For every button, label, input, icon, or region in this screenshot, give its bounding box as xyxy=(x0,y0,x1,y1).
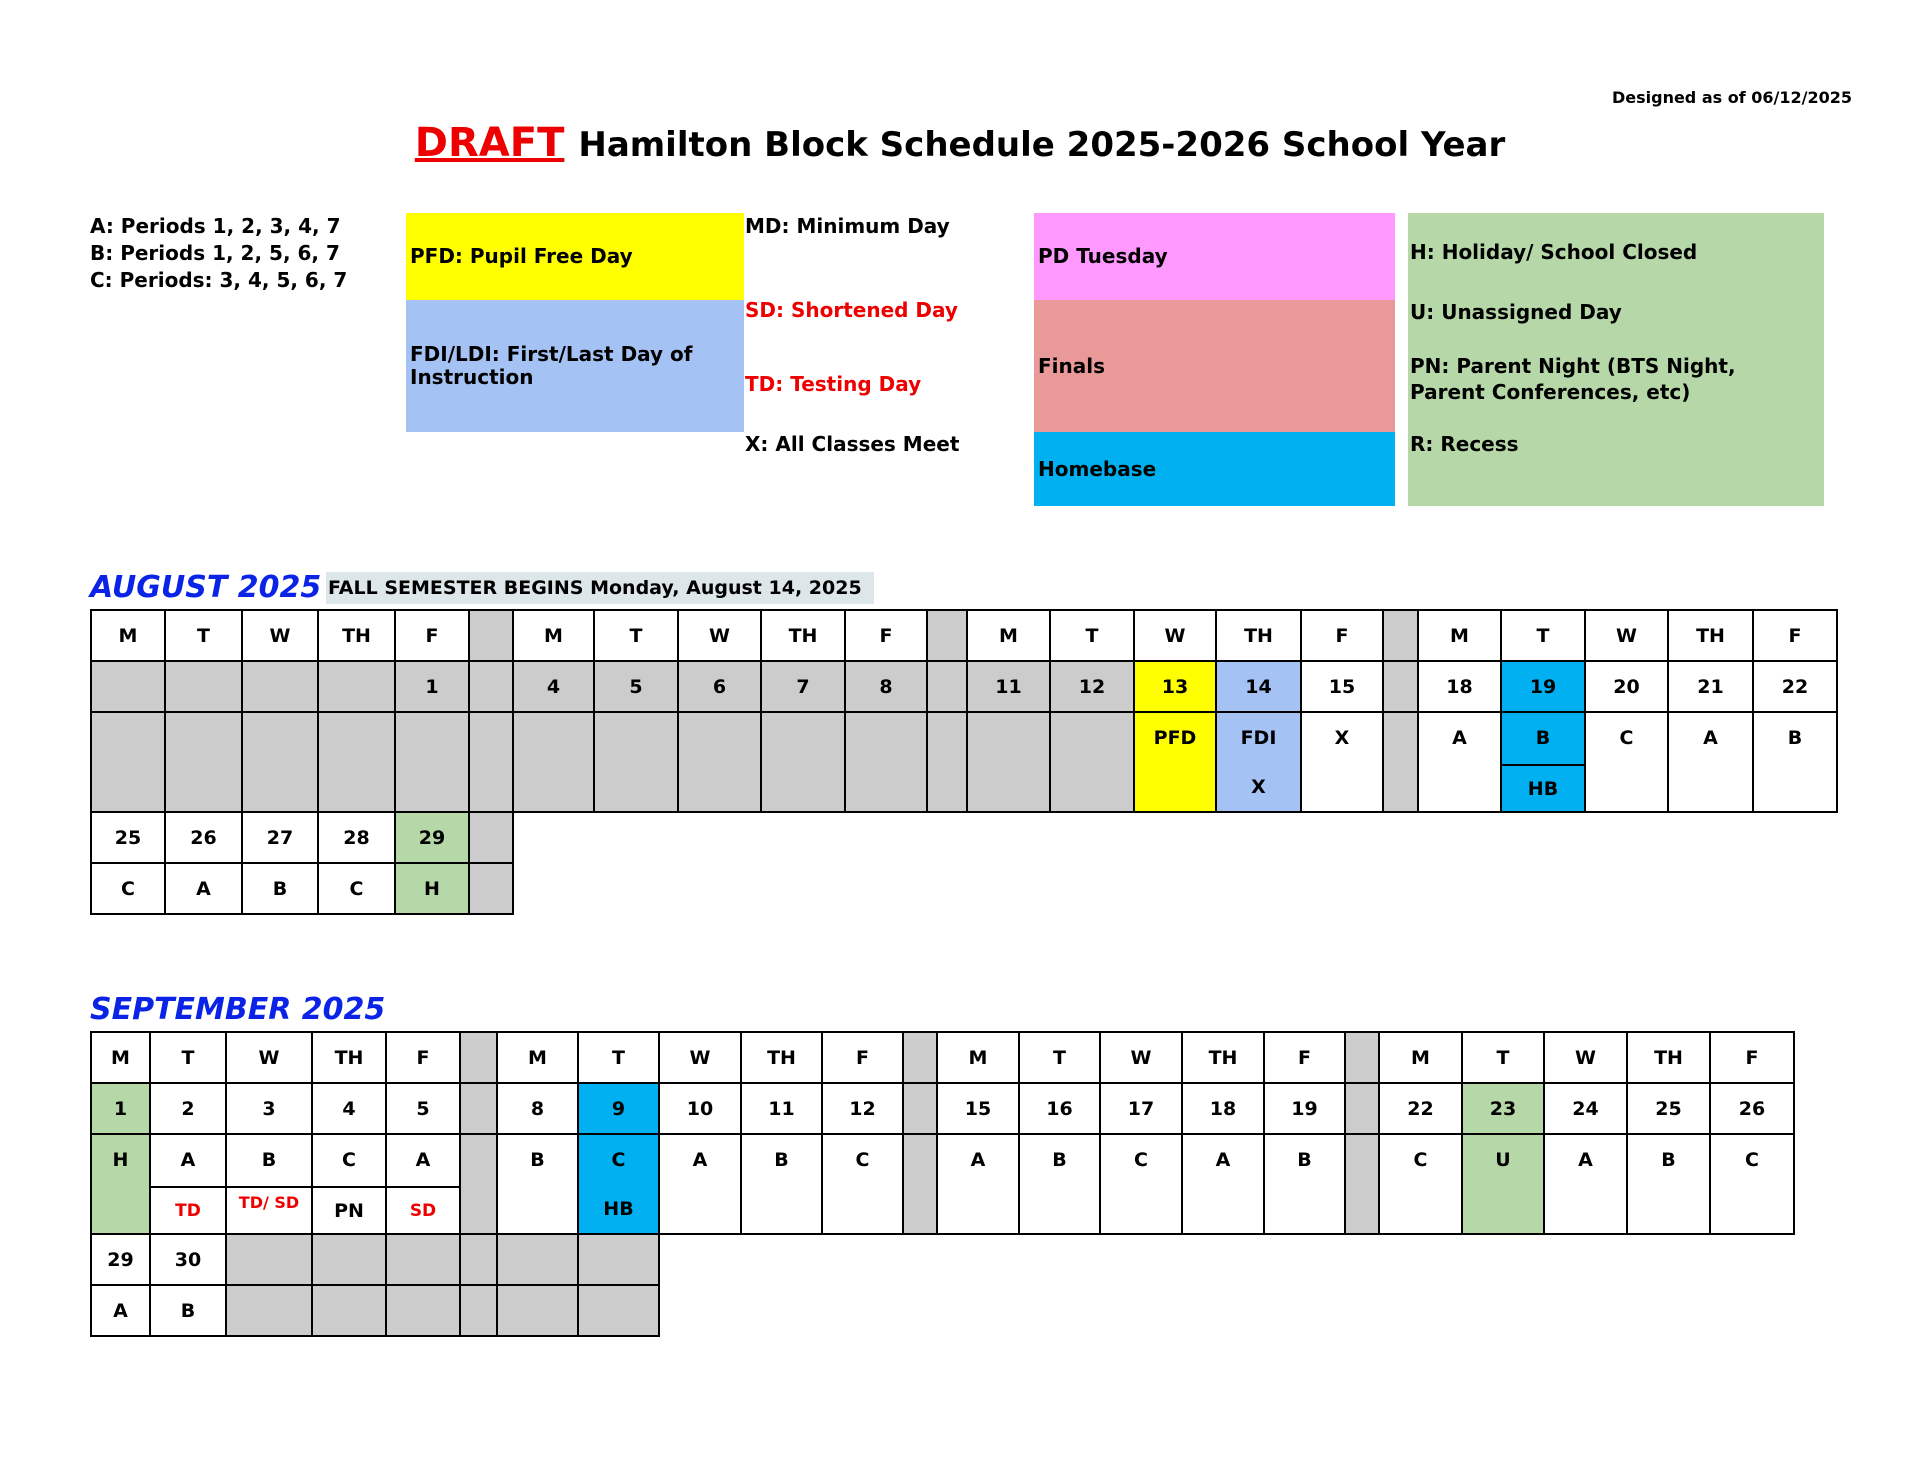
empty-space xyxy=(659,1285,1794,1336)
day-header: F xyxy=(1301,610,1383,661)
date-cell: 23 xyxy=(1462,1083,1544,1134)
day-header: M xyxy=(967,610,1050,661)
code-cell xyxy=(1627,1134,1710,1234)
day-header: W xyxy=(1100,1032,1182,1083)
code-top xyxy=(1051,713,1133,764)
code-top: B xyxy=(774,1149,789,1171)
day-header: M xyxy=(937,1032,1019,1083)
september-calendar xyxy=(90,1031,1795,1337)
code-cell xyxy=(497,1134,578,1234)
code-cell: H xyxy=(395,863,469,914)
day-header: F xyxy=(395,610,469,661)
code-cell: A xyxy=(91,1285,150,1336)
day-header: TH xyxy=(318,610,395,661)
day-header: TH xyxy=(741,1032,822,1083)
code-bottom xyxy=(968,764,1049,811)
code-bottom xyxy=(1669,764,1752,811)
date-cell: 5 xyxy=(594,661,678,712)
code-cell xyxy=(1264,1134,1345,1234)
week-separator xyxy=(903,1083,937,1134)
code-top: A xyxy=(970,1149,986,1171)
date-cell: 25 xyxy=(91,812,165,863)
date-cell xyxy=(226,1234,312,1285)
date-cell: 15 xyxy=(1301,661,1383,712)
code-bottom xyxy=(1754,764,1836,811)
date-cell: 4 xyxy=(513,661,594,712)
date-cell: 8 xyxy=(845,661,927,712)
code-bottom xyxy=(938,1186,1018,1233)
date-cell: 27 xyxy=(242,812,318,863)
legend-homebase-text: Homebase xyxy=(1038,456,1157,481)
code-bottom: X xyxy=(1251,776,1266,798)
code-cell xyxy=(659,1134,741,1234)
code-bottom xyxy=(92,1186,149,1233)
day-header: TH xyxy=(312,1032,386,1083)
code-top: B xyxy=(1535,727,1551,749)
code-cell xyxy=(312,1285,386,1336)
code-cell xyxy=(967,712,1050,812)
legend-finals-text: Finals xyxy=(1038,353,1106,378)
date-cell xyxy=(165,661,242,712)
code-cell xyxy=(578,1285,659,1336)
code-cell xyxy=(741,1134,822,1234)
week-separator xyxy=(460,1285,497,1336)
week-separator xyxy=(903,1032,937,1083)
date-cell: 3 xyxy=(226,1083,312,1134)
date-cell: 24 xyxy=(1544,1083,1627,1134)
date-cell: 21 xyxy=(1668,661,1753,712)
day-header: T xyxy=(578,1032,659,1083)
code-cell xyxy=(91,1134,150,1234)
date-cell: 11 xyxy=(967,661,1050,712)
code-cell xyxy=(318,712,395,812)
day-header: W xyxy=(678,610,761,661)
august-last-code-row xyxy=(91,863,1837,914)
code-top xyxy=(968,713,1049,764)
date-cell: 22 xyxy=(1379,1083,1462,1134)
page-title xyxy=(0,120,1920,166)
code-top: A xyxy=(415,1149,431,1171)
day-header: F xyxy=(822,1032,903,1083)
september-last-date-row xyxy=(91,1234,1794,1285)
date-cell: 13 xyxy=(1134,661,1216,712)
day-header: W xyxy=(1134,610,1216,661)
code-top xyxy=(319,713,394,764)
week-separator xyxy=(460,1234,497,1285)
date-cell: 11 xyxy=(741,1083,822,1134)
empty-space xyxy=(659,1234,1794,1285)
date-cell xyxy=(386,1234,460,1285)
code-cell xyxy=(1134,712,1216,812)
date-cell: 29 xyxy=(91,1234,150,1285)
date-cell: 26 xyxy=(1710,1083,1794,1134)
code-cell xyxy=(386,1285,460,1336)
date-cell: 16 xyxy=(1019,1083,1100,1134)
code-top: PFD xyxy=(1153,727,1197,749)
day-header: W xyxy=(1585,610,1668,661)
code-cell xyxy=(1585,712,1668,812)
code-cell xyxy=(761,712,845,812)
week-separator xyxy=(927,712,967,812)
date-cell xyxy=(318,661,395,712)
code-top xyxy=(166,713,241,764)
week-separator xyxy=(469,712,513,812)
title-text: Hamilton Block Schedule 2025-2026 School Year xyxy=(578,125,1506,165)
code-top: A xyxy=(1578,1149,1593,1171)
date-cell: 25 xyxy=(1627,1083,1710,1134)
code-bottom xyxy=(1101,1186,1181,1233)
code-bottom xyxy=(498,1186,577,1233)
code-bottom xyxy=(679,764,760,811)
day-header: W xyxy=(1544,1032,1627,1083)
code-top xyxy=(679,713,760,764)
day-header: W xyxy=(242,610,318,661)
date-cell: 18 xyxy=(1182,1083,1264,1134)
code-bottom xyxy=(823,1186,902,1233)
code-bottom: HB xyxy=(603,1198,634,1220)
code-top: A xyxy=(692,1149,708,1171)
september-code-row xyxy=(91,1134,1794,1234)
day-header: TH xyxy=(1668,610,1753,661)
code-cell xyxy=(91,712,165,812)
week-separator xyxy=(927,610,967,661)
legend-md: MD: Minimum Day xyxy=(745,214,950,238)
period-a: A: Periods 1, 2, 3, 4, 7 xyxy=(90,214,341,238)
date-cell: 28 xyxy=(318,812,395,863)
code-cell xyxy=(1379,1134,1462,1234)
code-bottom xyxy=(166,764,241,811)
day-header: F xyxy=(1710,1032,1794,1083)
legend-holiday: H: Holiday/ School Closed xyxy=(1410,240,1698,264)
code-cell xyxy=(165,712,242,812)
code-bottom xyxy=(742,1186,821,1233)
legend-recess: R: Recess xyxy=(1410,432,1519,456)
code-cell xyxy=(1418,712,1501,812)
code-bottom xyxy=(1463,1186,1543,1233)
date-cell xyxy=(242,661,318,712)
date-cell: 1 xyxy=(91,1083,150,1134)
day-header: F xyxy=(386,1032,460,1083)
date-cell: 18 xyxy=(1418,661,1501,712)
legend-unassigned: U: Unassigned Day xyxy=(1410,300,1622,324)
date-cell: 20 xyxy=(1585,661,1668,712)
code-bottom: HB xyxy=(1502,764,1584,811)
code-top xyxy=(243,713,317,764)
legend-homebase xyxy=(1034,432,1395,506)
legend-parent-night: PN: Parent Night (BTS Night, Parent Conferences, etc) xyxy=(1410,354,1736,404)
code-cell xyxy=(150,1134,226,1234)
code-cell xyxy=(386,1134,460,1234)
week-separator xyxy=(469,661,513,712)
code-bottom xyxy=(846,764,926,811)
code-top: B xyxy=(1787,727,1803,749)
code-cell xyxy=(1301,712,1383,812)
august-header-row xyxy=(91,610,1837,661)
day-header: M xyxy=(497,1032,578,1083)
code-bottom xyxy=(1135,764,1215,811)
code-cell xyxy=(1462,1134,1544,1234)
date-cell: 17 xyxy=(1100,1083,1182,1134)
legend-td: TD: Testing Day xyxy=(745,372,922,396)
date-cell: 10 xyxy=(659,1083,741,1134)
legend-pfd xyxy=(406,213,744,300)
day-header: F xyxy=(845,610,927,661)
september-header-row xyxy=(91,1032,1794,1083)
date-cell: 1 xyxy=(395,661,469,712)
code-bottom: TD/ SD xyxy=(227,1186,311,1233)
code-cell xyxy=(242,712,318,812)
code-top xyxy=(92,713,164,764)
code-cell xyxy=(845,712,927,812)
code-bottom: TD xyxy=(151,1186,225,1233)
week-separator xyxy=(469,863,513,914)
legend-pd-tuesday xyxy=(1034,213,1395,300)
day-header: M xyxy=(91,610,165,661)
week-separator xyxy=(469,610,513,661)
day-header: M xyxy=(1418,610,1501,661)
code-top: C xyxy=(1619,727,1634,749)
week-separator xyxy=(1383,661,1418,712)
day-header: M xyxy=(513,610,594,661)
code-cell xyxy=(1182,1134,1264,1234)
code-top: H xyxy=(112,1149,129,1171)
code-cell xyxy=(1050,712,1134,812)
code-top: A xyxy=(1215,1149,1231,1171)
date-cell: 4 xyxy=(312,1083,386,1134)
week-separator xyxy=(1345,1134,1379,1234)
date-cell: 19 xyxy=(1501,661,1585,712)
period-c: C: Periods: 3, 4, 5, 6, 7 xyxy=(90,268,348,292)
code-cell xyxy=(1710,1134,1794,1234)
day-header: TH xyxy=(1216,610,1301,661)
code-cell xyxy=(678,712,761,812)
date-cell: 6 xyxy=(678,661,761,712)
code-top: A xyxy=(180,1149,196,1171)
draft-label: DRAFT xyxy=(414,120,565,166)
code-top xyxy=(762,713,844,764)
week-separator xyxy=(903,1134,937,1234)
date-cell: 26 xyxy=(165,812,242,863)
day-header: F xyxy=(1753,610,1837,661)
code-cell xyxy=(1501,712,1585,812)
day-header: T xyxy=(594,610,678,661)
code-cell xyxy=(226,1134,312,1234)
code-bottom xyxy=(92,764,164,811)
code-top: C xyxy=(1134,1149,1148,1171)
designed-date: Designed as of 06/12/2025 xyxy=(1611,88,1852,107)
code-top: FDI xyxy=(1240,727,1277,749)
code-top: B xyxy=(261,1149,277,1171)
date-cell xyxy=(312,1234,386,1285)
code-bottom xyxy=(514,764,593,811)
code-cell xyxy=(578,1134,659,1234)
code-cell xyxy=(497,1285,578,1336)
code-bottom xyxy=(1183,1186,1263,1233)
day-header: T xyxy=(165,610,242,661)
fall-semester-banner: FALL SEMESTER BEGINS Monday, August 14, 2025 xyxy=(326,572,874,604)
code-cell xyxy=(1753,712,1837,812)
code-cell xyxy=(1216,712,1301,812)
code-cell xyxy=(1668,712,1753,812)
code-top: C xyxy=(1413,1149,1428,1171)
code-bottom xyxy=(1302,764,1382,811)
code-bottom xyxy=(660,1186,740,1233)
code-top: B xyxy=(1052,1149,1067,1171)
day-header: T xyxy=(1462,1032,1544,1083)
code-cell: C xyxy=(318,863,395,914)
code-cell xyxy=(822,1134,903,1234)
date-cell xyxy=(578,1234,659,1285)
code-bottom xyxy=(243,764,317,811)
code-top: B xyxy=(1297,1149,1312,1171)
week-separator xyxy=(927,661,967,712)
code-cell xyxy=(513,712,594,812)
week-separator xyxy=(1345,1032,1379,1083)
code-top: B xyxy=(530,1149,545,1171)
legend-pd-text: PD Tuesday xyxy=(1038,244,1168,268)
code-cell xyxy=(937,1134,1019,1234)
september-title: SEPTEMBER 2025 xyxy=(90,992,386,1027)
code-top: C xyxy=(1745,1149,1759,1171)
code-bottom xyxy=(1711,1186,1793,1233)
week-separator xyxy=(460,1083,497,1134)
august-title: AUGUST 2025 xyxy=(90,570,322,605)
code-top: X xyxy=(1334,727,1350,749)
date-cell: 2 xyxy=(150,1083,226,1134)
period-key xyxy=(90,213,347,294)
date-cell: 12 xyxy=(822,1083,903,1134)
day-header: M xyxy=(1379,1032,1462,1083)
legend-finals xyxy=(1034,300,1395,432)
code-cell xyxy=(312,1134,386,1234)
day-header: T xyxy=(1019,1032,1100,1083)
date-cell: 15 xyxy=(937,1083,1019,1134)
week-separator xyxy=(1345,1083,1379,1134)
day-header: TH xyxy=(1182,1032,1264,1083)
date-cell xyxy=(91,661,165,712)
week-separator xyxy=(460,1032,497,1083)
august-last-date-row xyxy=(91,812,1837,863)
code-bottom xyxy=(1020,1186,1099,1233)
code-bottom xyxy=(1586,764,1667,811)
code-cell: B xyxy=(150,1285,226,1336)
code-top: C xyxy=(342,1149,356,1171)
code-top: C xyxy=(611,1149,626,1171)
code-cell: A xyxy=(165,863,242,914)
period-b: B: Periods 1, 2, 5, 6, 7 xyxy=(90,241,340,265)
code-top: U xyxy=(1495,1149,1511,1171)
code-bottom xyxy=(762,764,844,811)
code-bottom xyxy=(319,764,394,811)
code-cell xyxy=(1019,1134,1100,1234)
code-bottom: SD xyxy=(387,1186,459,1233)
code-cell xyxy=(1100,1134,1182,1234)
date-cell: 8 xyxy=(497,1083,578,1134)
september-date-row xyxy=(91,1083,1794,1134)
day-header: W xyxy=(659,1032,741,1083)
day-header: F xyxy=(1264,1032,1345,1083)
code-cell xyxy=(226,1285,312,1336)
day-header: T xyxy=(150,1032,226,1083)
august-calendar xyxy=(90,609,1838,915)
date-cell: 14 xyxy=(1216,661,1301,712)
code-bottom xyxy=(1628,1186,1709,1233)
week-separator xyxy=(1383,712,1418,812)
code-top xyxy=(846,713,926,764)
code-cell xyxy=(594,712,678,812)
legend-fdi xyxy=(406,300,744,432)
code-bottom xyxy=(1265,1186,1344,1233)
august-date-row xyxy=(91,661,1837,712)
september-last-code-row xyxy=(91,1285,1794,1336)
week-separator xyxy=(1383,610,1418,661)
legend-sd: SD: Shortened Day xyxy=(745,298,958,322)
code-bottom xyxy=(1051,764,1133,811)
date-cell: 30 xyxy=(150,1234,226,1285)
date-cell: 9 xyxy=(578,1083,659,1134)
code-cell xyxy=(1544,1134,1627,1234)
code-bottom xyxy=(1380,1186,1461,1233)
code-bottom: PN xyxy=(313,1186,385,1233)
day-header: TH xyxy=(1627,1032,1710,1083)
empty-space xyxy=(513,863,1837,914)
code-bottom xyxy=(595,764,677,811)
code-bottom xyxy=(1419,764,1500,811)
day-header: T xyxy=(1501,610,1585,661)
code-cell xyxy=(395,712,469,812)
date-cell: 5 xyxy=(386,1083,460,1134)
day-header: T xyxy=(1050,610,1134,661)
date-cell: 29 xyxy=(395,812,469,863)
empty-space xyxy=(513,812,1837,863)
date-cell: 22 xyxy=(1753,661,1837,712)
day-header: TH xyxy=(761,610,845,661)
code-bottom xyxy=(1545,1186,1626,1233)
date-cell xyxy=(497,1234,578,1285)
code-bottom xyxy=(396,764,468,811)
date-cell: 12 xyxy=(1050,661,1134,712)
code-cell: C xyxy=(91,863,165,914)
date-cell: 19 xyxy=(1264,1083,1345,1134)
legend-x: X: All Classes Meet xyxy=(745,432,960,456)
week-separator xyxy=(469,812,513,863)
code-top xyxy=(595,713,677,764)
august-code-row xyxy=(91,712,1837,812)
legend-pfd-text: PFD: Pupil Free Day xyxy=(410,244,633,268)
code-top xyxy=(396,713,468,764)
code-top: B xyxy=(1661,1149,1676,1171)
week-separator xyxy=(460,1134,497,1234)
day-header: W xyxy=(226,1032,312,1083)
code-top: C xyxy=(855,1149,870,1171)
legend-fdi-text: FDI/LDI: First/Last Day of Instruction xyxy=(410,342,693,389)
code-top xyxy=(514,713,593,764)
day-header: M xyxy=(91,1032,150,1083)
date-cell: 7 xyxy=(761,661,845,712)
code-top: A xyxy=(1703,727,1718,749)
code-cell: B xyxy=(242,863,318,914)
code-top: A xyxy=(1452,727,1467,749)
